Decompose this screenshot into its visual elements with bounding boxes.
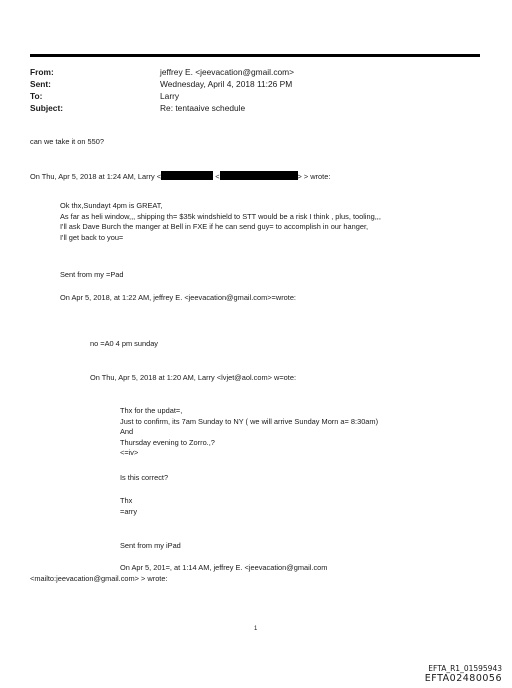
signoff-block (120, 496, 137, 517)
quote-header-1 (30, 171, 330, 183)
message-3-line: Just to confirm, its 7am Sunday to NY ( we will arrive Sunday Morn a= 8:30am) (120, 416, 379, 426)
message-3 (120, 406, 378, 459)
from-row (30, 66, 294, 78)
signoff-thx: Thx (120, 496, 133, 505)
message-1 (60, 201, 381, 243)
sent-from-2: Sent from my iPad (120, 541, 181, 550)
message-1-line: I'll ask Dave Burch the manger at Bell in FXE if he can send guy= to accomplish in our hanger, (60, 222, 369, 232)
message-3-line: <=iv> (120, 448, 139, 458)
email-header (30, 66, 294, 114)
redaction-block (220, 171, 298, 180)
body-line-1: can we take it on 550? (30, 137, 104, 146)
quote-header-2: On Apr 5, 2018, at 1:22 AM, jeffrey E. <jeevacation@gmail.com>=wrote: (60, 293, 296, 302)
document-ids (425, 664, 502, 684)
signoff-name: =arry (120, 506, 138, 516)
document-id-2: EFTA02480056 (424, 673, 502, 684)
sent-row (30, 78, 294, 90)
subject-row (30, 102, 294, 114)
to-row (30, 90, 294, 102)
redaction-block (161, 171, 213, 180)
quote-header-4-continued: <mailto:jeevacation@gmail.com> > wrote: (30, 574, 168, 583)
quote-header-1-post: > > wrote: (297, 172, 331, 181)
subject-value: Re: tentaaive schedule (160, 103, 246, 113)
to-value: Larry (160, 91, 180, 101)
from-value: jeffrey E. <jeevacation@gmail.com> (160, 67, 295, 77)
quote-header-3: On Thu, Apr 5, 2018 at 1:20 AM, Larry <lvjet@aol.com> w=ote: (90, 373, 296, 382)
page-number: 1 (254, 626, 258, 632)
message-3-line: Thx for the updat=, (120, 406, 183, 415)
message-3-line: And (120, 427, 134, 437)
quote-header-1-pre: On Thu, Apr 5, 2018 at 1:24 AM, Larry < (30, 172, 162, 181)
sent-from-1: Sent from my =Pad (60, 270, 124, 279)
to-label: To: (30, 91, 43, 101)
message-1-line: As far as heli window,,, shipping th= $35k windshield to STT would be a risk I think , plus, tooling,,, (60, 211, 381, 221)
quote-header-4: On Apr 5, 201=, at 1:14 AM, jeffrey E. <jeevacation@gmail.com (120, 563, 328, 572)
sent-label: Sent: (30, 79, 51, 89)
from-label: From: (30, 67, 54, 77)
message-1-line: Ok thx,Sundayt 4pm is GREAT, (60, 201, 163, 210)
question-line: Is this correct? (120, 473, 169, 482)
quote-header-1-mid: < (215, 172, 220, 181)
subject-label: Subject: (30, 103, 64, 113)
sent-value: Wednesday, April 4, 2018 11:26 PM (160, 79, 293, 89)
top-rule (30, 54, 480, 57)
document-id-1: EFTA_R1_01595943 (428, 664, 502, 673)
message-3-line: Thursday evening to Zorro.,? (120, 437, 215, 447)
message-1-line: I'll get back to you= (60, 232, 124, 242)
message-2: no =A0 4 pm sunday (90, 339, 158, 348)
